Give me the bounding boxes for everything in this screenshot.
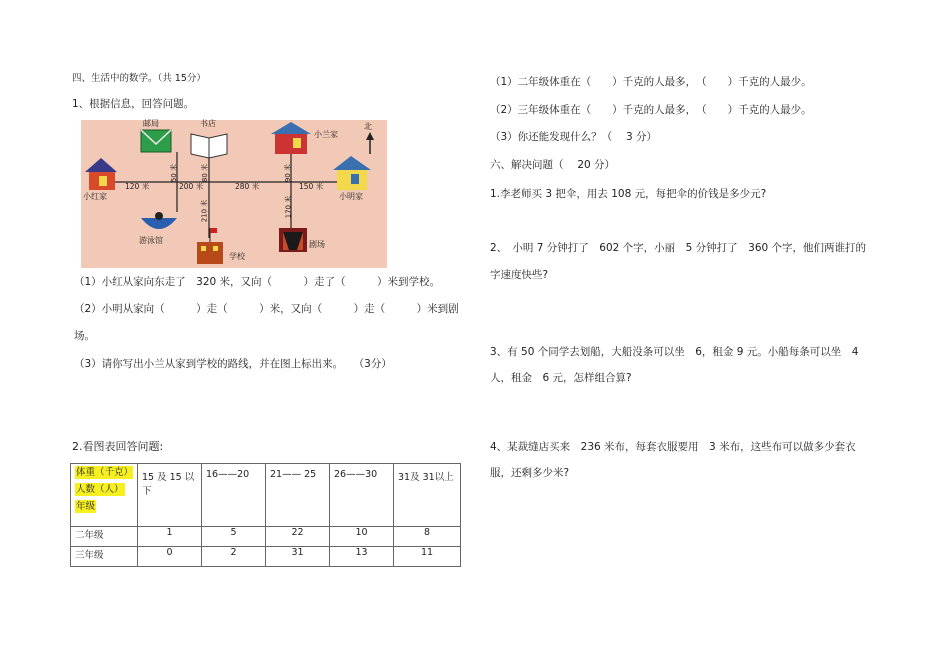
value-cell: 11 [394,547,461,567]
problem-3-line-2: 人，租金 6 元，怎样组合算? [490,372,632,384]
distance-200: 200 米 [179,182,204,191]
column-header: 16——20 [202,464,266,527]
value-cell: 1 [138,527,202,547]
xiaoming-house-icon [333,156,371,190]
distance-280: 280 米 [235,182,260,191]
theater-label: 剧场 [309,240,325,249]
question-1-heading: 1、根据信息，回答问题。 [72,98,195,110]
swimming-pool-icon [141,212,177,229]
problem-3-line-1: 3、有 50 个同学去划船，大船没条可以坐 6，租金 9 元。小船每条可以坐 4 [490,346,859,358]
xiaohong-home-label: 小红家 [83,192,107,201]
value-cell: 13 [330,547,394,567]
north-label: 北 [364,122,372,131]
value-cell: 10 [330,527,394,547]
column-header: 26——30 [330,464,394,527]
grade-cell: 三年级 [71,547,138,567]
problem-2-line-1: 2、 小明 7 分钟打了 602 个字，小丽 5 分钟打了 360 个字，他们两谁打的 [490,242,867,254]
bookstore-label: 书店 [200,119,216,128]
column-header: 15 及 15 以下 [138,464,202,527]
xiaoming-home-label: 小明家 [339,192,363,201]
pool-label: 游泳馆 [139,236,163,245]
column-header: 31及 31以上 [394,464,461,527]
xiaolan-home-label: 小兰家 [314,130,338,139]
distance-90: 90 米 [284,163,293,183]
column-header: 21—— 25 [266,464,330,527]
header-grade-label: 年级 [76,501,96,512]
question-1-part-3: （3）请你写出小兰从家到学校的路线，并在图上标出来。 （3分） [74,358,392,370]
north-arrow-icon [366,132,374,154]
table-corner-cell [71,464,138,527]
header-count-label: 人数（人） [76,484,124,495]
question-1-part-2b: 场。 [74,330,95,342]
right-question-1: （1）二年级体重在（ ）千克的人最多， （ ）千克的人最少。 [490,76,812,88]
distance-150: 150 米 [299,182,324,191]
value-cell: 2 [202,547,266,567]
question-1-part-2a: （2）小明从家向（ ）走（ ）米，又向（ ）走（ ）米到剧 [74,303,459,315]
distance-210: 210 米 [200,199,209,223]
value-cell: 22 [266,527,330,547]
question-1-part-1: （1）小红从家向东走了 320 米，又向（ ）走了（ ）米到学校。 [74,276,441,288]
problem-2-line-2: 字速度快些? [490,269,549,281]
table-row [71,527,461,547]
value-cell: 5 [202,527,266,547]
problem-1: 1.李老师买 3 把伞，用去 108 元，每把伞的价钱是多少元? [490,188,767,200]
theater-icon [279,228,307,252]
xiaolan-house-icon [271,122,311,154]
value-cell: 31 [266,547,330,567]
weight-table [70,463,461,567]
question-2-heading: 2.看图表回答问题: [72,440,164,453]
value-cell: 8 [394,527,461,547]
problem-4-line-1: 4、某裁缝店买来 236 米布，每套衣服要用 3 米布，这些布可以做多少套衣 [490,441,856,453]
post-office-label: 邮局 [143,119,159,128]
school-icon [197,228,223,264]
value-cell: 0 [138,547,202,567]
distance-170: 170 米 [284,195,293,219]
grade-cell: 二年级 [71,527,138,547]
distance-120: 120 米 [125,182,150,191]
direction-map [81,120,387,268]
problem-4-line-2: 服，还剩多少米? [490,467,570,479]
xiaohong-house-icon [85,158,117,190]
header-weight-label: 体重（千克） [76,467,134,478]
school-label: 学校 [229,252,245,261]
distance-80: 80 米 [201,163,210,183]
right-question-3: （3）你还能发现什么？（ 3 分） [490,131,658,143]
table-header-row [71,464,461,527]
section-six-title: 六、解决问题（ 20 分） [490,159,616,171]
table-row [71,547,461,567]
book-icon [191,134,227,158]
distance-50: 50 米 [170,163,179,183]
post-office-icon [141,130,171,152]
right-question-2: （2）三年级体重在（ ）千克的人最多， （ ）千克的人最少。 [490,104,812,116]
section-four-title: 四、生活中的数学。（共 15分） [72,73,206,84]
